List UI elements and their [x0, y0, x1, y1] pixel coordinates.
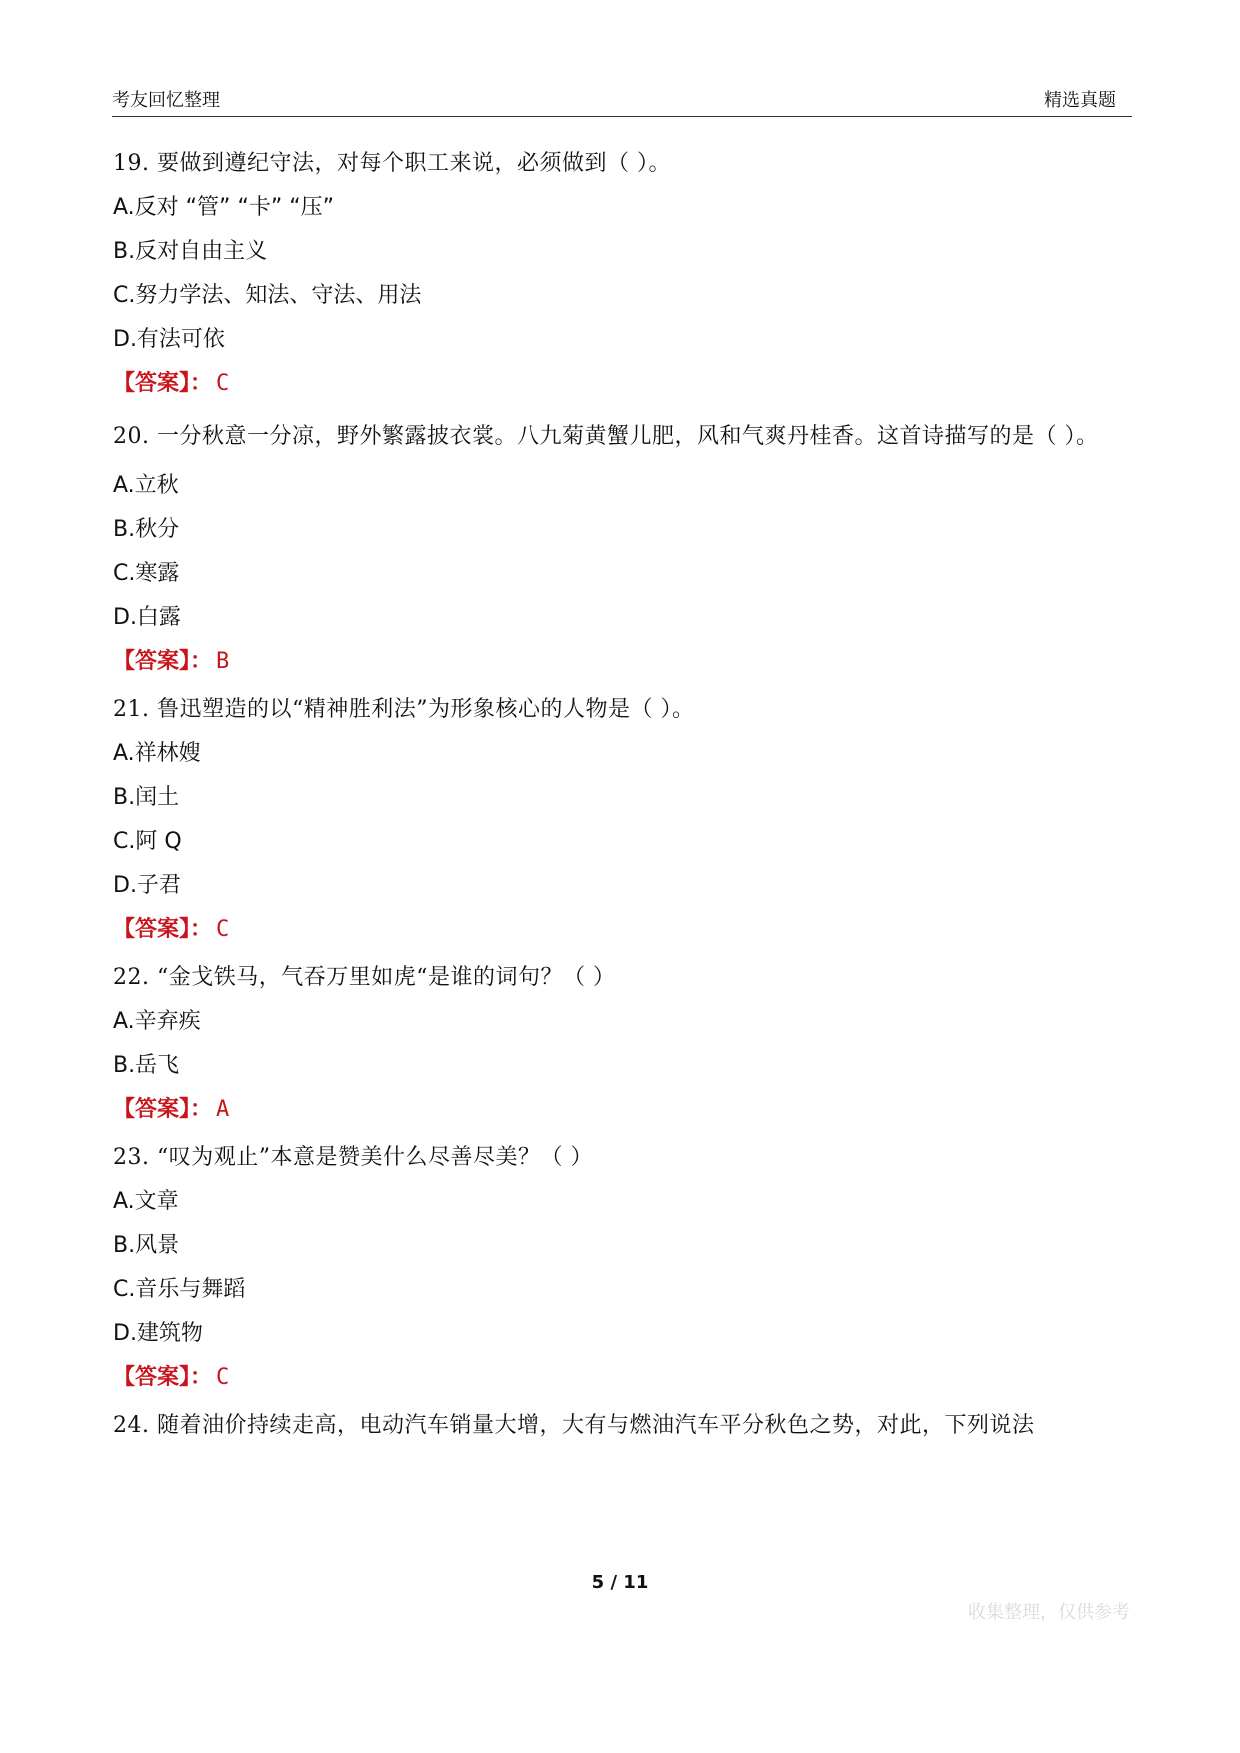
option-b: B.反对自由主义 — [113, 239, 268, 264]
option-c: C.努力学法、知法、守法、用法 — [113, 283, 422, 308]
answer-value: C — [216, 1365, 230, 1390]
question-stem: 24. 随着油价持续走高，电动汽车销量大增，大有与燃油汽车平分秋色之势，对此，下列说法 — [113, 1413, 1035, 1438]
option-c: C.寒露 — [113, 561, 180, 586]
answer-label: 【答案】： — [113, 1097, 213, 1122]
answer-label: 【答案】： — [113, 917, 213, 942]
question-stem: 23. “叹为观止”本意是赞美什么尽善尽美？（ ） — [113, 1145, 593, 1170]
option-b: B.秋分 — [113, 517, 180, 542]
option-a: A.辛弃疾 — [113, 1009, 201, 1034]
answer-line — [113, 646, 1133, 678]
answer-value: C — [216, 371, 230, 396]
header-right-text: 精选真题 — [1044, 90, 1116, 111]
answer-label: 【答案】： — [113, 649, 213, 674]
answer-label: 【答案】： — [113, 1365, 213, 1390]
answer-label: 【答案】： — [113, 371, 213, 396]
option-b: B.风景 — [113, 1233, 180, 1258]
answer-line — [113, 368, 1133, 400]
option-d: D.有法可依 — [113, 327, 225, 352]
option-c: C.音乐与舞蹈 — [113, 1277, 246, 1302]
answer-line — [113, 1094, 1133, 1126]
answer-value: C — [216, 917, 230, 942]
option-a: A.祥林嫂 — [113, 741, 201, 766]
option-d: D.白露 — [113, 605, 181, 630]
page-header — [112, 84, 1132, 117]
answer-line — [113, 1362, 1133, 1394]
option-d: D.子君 — [113, 873, 181, 898]
answer-value: A — [216, 1097, 230, 1122]
option-b: B.闰土 — [113, 785, 180, 810]
answer-value: B — [216, 649, 230, 674]
option-c: C.阿 Q — [113, 829, 182, 854]
option-a: A.立秋 — [113, 473, 179, 498]
option-b: B.岳飞 — [113, 1053, 180, 1078]
option-a: A.反对 “管” “卡” “压” — [113, 195, 335, 220]
question-stem: 21. 鲁迅塑造的以“精神胜利法”为形象核心的人物是（ ）。 — [113, 697, 695, 722]
question-stem: 20. 一分秋意一分凉，野外繁露披衣裳。八九菊黄蟹儿肥，风和气爽丹桂香。这首诗描写的是（ ）。 — [113, 424, 1099, 449]
page-number: 5 / 11 — [591, 1572, 649, 1593]
question-stem: 19. 要做到遵纪守法，对每个职工来说，必须做到（ ）。 — [113, 151, 671, 176]
question-list — [113, 148, 1133, 1454]
option-a: A.文章 — [113, 1189, 179, 1214]
question-stem: 22. “金戈铁马，气吞万里如虎“是谁的词句？（ ） — [113, 965, 616, 990]
option-d: D.建筑物 — [113, 1321, 203, 1346]
answer-line — [113, 914, 1133, 946]
header-left-text: 考友回忆整理 — [112, 90, 220, 111]
watermark-text: 收集整理，仅供参考 — [968, 1602, 1130, 1623]
